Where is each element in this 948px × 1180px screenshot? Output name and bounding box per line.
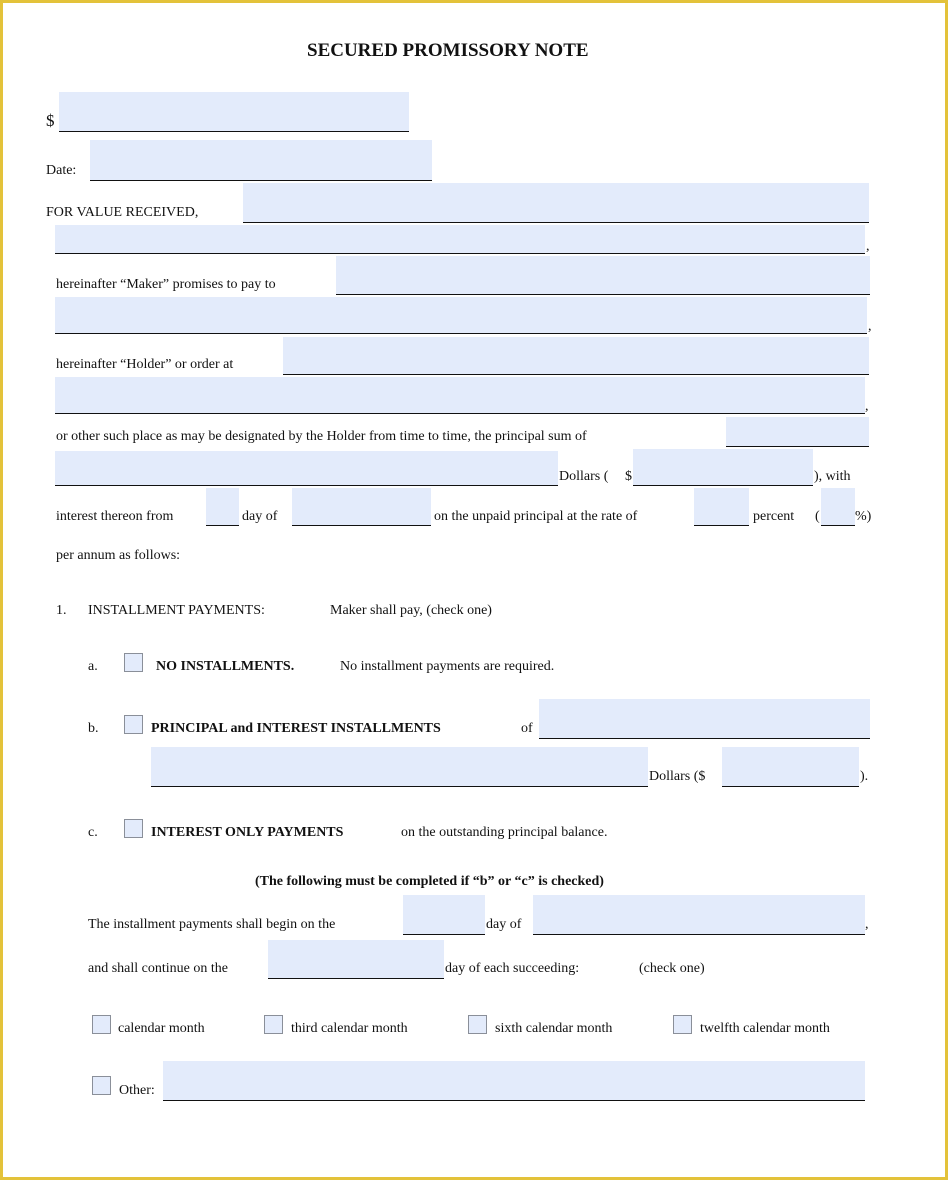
principal-numeric-field[interactable]	[633, 449, 813, 486]
holder-name-field-2[interactable]	[55, 297, 867, 334]
installment-words-field-2[interactable]	[151, 747, 648, 787]
option-b-text: of	[521, 721, 533, 736]
third-calendar-month-label: third calendar month	[291, 1021, 408, 1036]
begin-month-field[interactable]	[533, 895, 865, 935]
b-close: ).	[860, 769, 869, 784]
principal-words-field-2[interactable]	[55, 451, 558, 486]
option-c-letter: c.	[88, 825, 98, 840]
begin-day-field[interactable]	[403, 895, 485, 935]
installment-words-field-1[interactable]	[539, 699, 870, 739]
calendar-month-checkbox[interactable]	[92, 1015, 111, 1034]
check-one-label: (check one)	[639, 961, 705, 976]
dollars-label: Dollars (	[559, 469, 609, 484]
rate-label: on the unpaid principal at the rate of	[434, 509, 638, 524]
no-installments-checkbox[interactable]	[124, 653, 143, 672]
percent-open: (	[815, 509, 820, 524]
option-a-letter: a.	[88, 659, 98, 674]
maker-name-field-1[interactable]	[243, 183, 869, 223]
comma: ,	[865, 399, 869, 414]
other-field[interactable]	[163, 1061, 865, 1101]
amount-field[interactable]	[59, 92, 409, 132]
maker-name-field-2[interactable]	[55, 225, 865, 254]
option-b-title: PRINCIPAL and INTEREST INSTALLMENTS	[151, 721, 441, 736]
third-calendar-month-checkbox[interactable]	[264, 1015, 283, 1034]
with-label: ), with	[814, 469, 851, 484]
principal-words-field-1[interactable]	[726, 417, 869, 447]
other-place-label: or other such place as may be designated by the Holder from time to time, the principal sum of	[56, 429, 587, 444]
installment-numeric-field[interactable]	[722, 747, 859, 787]
dollar-sign: $	[46, 111, 55, 130]
percent-close: %)	[855, 509, 872, 524]
begin-day-of-label: day of	[486, 917, 522, 932]
interest-only-checkbox[interactable]	[124, 819, 143, 838]
option-a-text: No installment payments are required.	[340, 659, 555, 674]
maker-label: hereinafter “Maker” promises to pay to	[56, 277, 276, 292]
interest-from-label: interest thereon from	[56, 509, 174, 524]
comma: ,	[866, 239, 870, 254]
dollar-sign: $	[625, 469, 632, 484]
calendar-month-label: calendar month	[118, 1021, 205, 1036]
percent-label: percent	[753, 509, 795, 524]
option-c-text: on the outstanding principal balance.	[401, 825, 608, 840]
section-instruction: Maker shall pay, (check one)	[330, 603, 492, 618]
for-value-label: FOR VALUE RECEIVED,	[46, 205, 199, 220]
begin-label: The installment payments shall begin on the	[88, 917, 336, 932]
comma: ,	[865, 917, 869, 932]
document-title: SECURED PROMISSORY NOTE	[307, 40, 589, 61]
section-heading: INSTALLMENT PAYMENTS:	[88, 603, 265, 618]
other-label: Other:	[119, 1083, 155, 1098]
address-field-1[interactable]	[283, 337, 869, 375]
address-field-2[interactable]	[55, 377, 865, 414]
twelfth-calendar-month-label: twelfth calendar month	[700, 1021, 830, 1036]
other-checkbox[interactable]	[92, 1076, 111, 1095]
interest-day-field[interactable]	[206, 488, 239, 526]
holder-name-field-1[interactable]	[336, 256, 870, 295]
principal-interest-checkbox[interactable]	[124, 715, 143, 734]
continue-label: and shall continue on the	[88, 961, 228, 976]
sixth-calendar-month-checkbox[interactable]	[468, 1015, 487, 1034]
option-b-letter: b.	[88, 721, 99, 736]
option-c-title: INTEREST ONLY PAYMENTS	[151, 825, 344, 840]
day-of-label: day of	[242, 509, 278, 524]
rate-words-field[interactable]	[694, 488, 749, 526]
per-annum-label: per annum as follows:	[56, 548, 181, 563]
condition-note: (The following must be completed if “b” or “c” is checked)	[255, 874, 604, 889]
interest-month-field[interactable]	[292, 488, 431, 526]
sixth-calendar-month-label: sixth calendar month	[495, 1021, 613, 1036]
option-a-title: NO INSTALLMENTS.	[156, 659, 295, 674]
holder-label: hereinafter “Holder” or order at	[56, 357, 234, 372]
comma: ,	[868, 319, 872, 334]
continue-day-field[interactable]	[268, 940, 444, 979]
rate-numeric-field[interactable]	[821, 488, 855, 526]
day-each-label: day of each succeeding:	[445, 961, 580, 976]
section-number: 1.	[56, 603, 67, 618]
date-field[interactable]	[90, 140, 432, 181]
twelfth-calendar-month-checkbox[interactable]	[673, 1015, 692, 1034]
b-dollars-label: Dollars ($	[649, 769, 706, 784]
date-label: Date:	[46, 163, 77, 178]
